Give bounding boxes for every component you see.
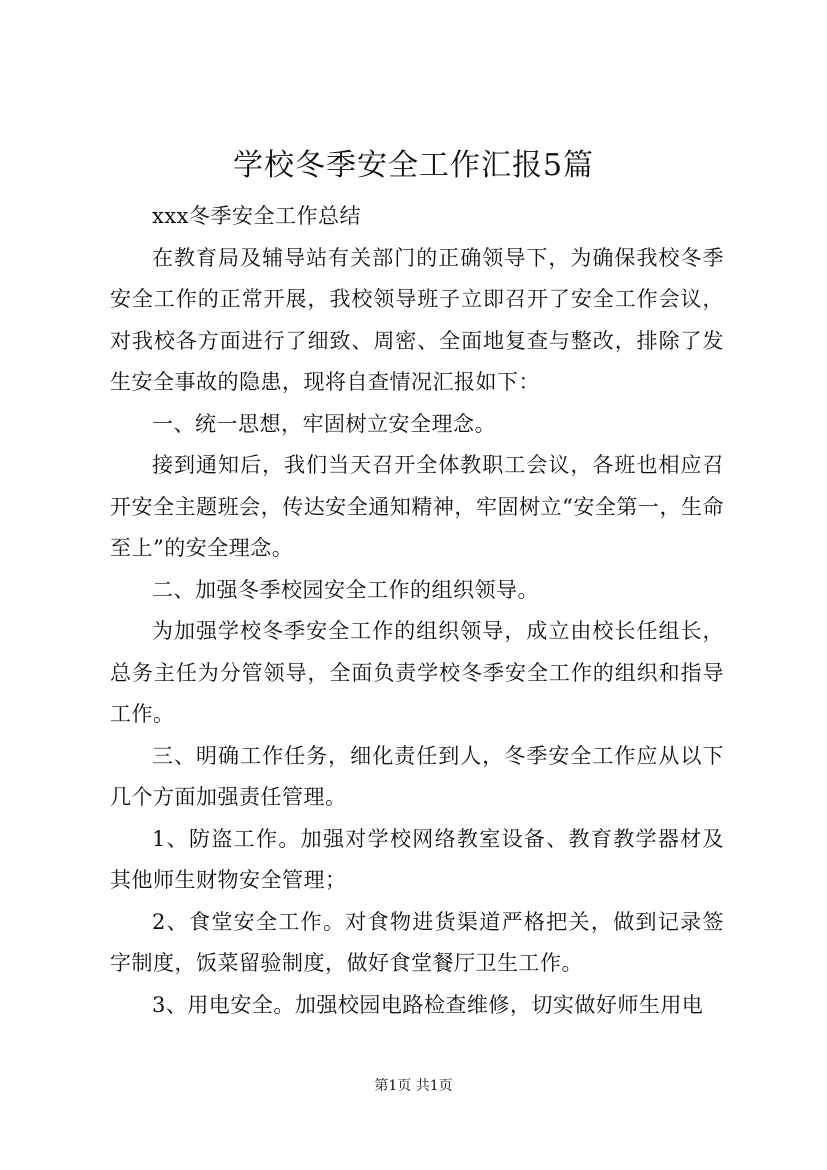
paragraph: 在教育局及辅导站有关部门的正确领导下，为确保我校冬季安全工作的正常开展，我校领导班子立即召开了安全工作会议，对我校各方面进行了细致、周密、全面地复查与整改，排除了发生安全事故的隐患，现将自查情况汇报如下： [110, 245, 724, 394]
page-footer: 第1页 共1页 [374, 1078, 453, 1094]
paragraph: 三、明确工作任务，细化责任到人，冬季安全工作应从以下几个方面加强责任管理。 [110, 743, 724, 809]
paragraph: xxx冬季安全工作总结 [152, 204, 362, 228]
paragraph: 接到通知后，我们当天召开全体教职工会议，各班也相应召开安全主题班会，传达安全通知精神，牢固树立“安全第一，生命至上”的安全理念。 [110, 453, 724, 560]
paragraph: 1、防盗工作。加强对学校网络教室设备、教育教学器材及其他师生财物安全管理； [110, 826, 724, 892]
paragraph: 二、加强冬季校园安全工作的组织领导。 [152, 577, 539, 602]
paragraph: 一、统一思想，牢固树立安全理念。 [152, 411, 496, 436]
document-body [110, 196, 724, 1026]
document-title: 学校冬季安全工作汇报5篇 [232, 148, 595, 183]
paragraph: 为加强学校冬季安全工作的组织领导，成立由校长任组长，总务主任为分管领导，全面负责学校冬季安全工作的组织和指导工作。 [110, 619, 724, 726]
paragraph: 2、食堂安全工作。对食物进货渠道严格把关，做到记录签字制度，饭菜留验制度，做好食堂餐厅卫生工作。 [110, 909, 724, 975]
paragraph: 3、用电安全。加强校园电路检查维修，切实做好师生用电 [152, 992, 704, 1017]
